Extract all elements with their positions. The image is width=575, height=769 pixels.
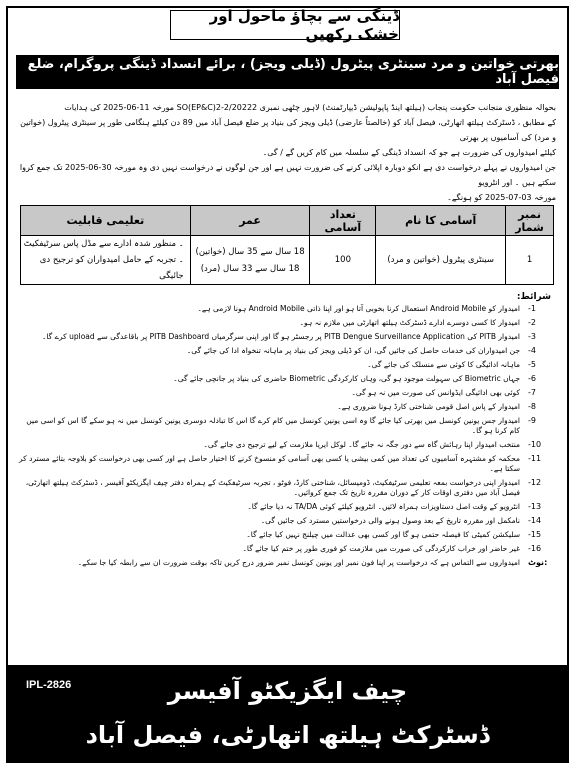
condition-item bbox=[18, 304, 556, 314]
signatory-department: ڈسٹرکٹ ہیلتھ اتھارٹی، فیصل آباد bbox=[85, 721, 490, 749]
cell-serial: 1 bbox=[506, 236, 554, 285]
condition-number: -13 bbox=[528, 502, 542, 511]
condition-number: -9 bbox=[528, 416, 536, 425]
condition-number: -12 bbox=[528, 478, 542, 487]
intro-paragraph bbox=[18, 100, 556, 205]
condition-item bbox=[18, 478, 556, 498]
condition-item bbox=[18, 402, 556, 412]
cell-post: سینٹری پیٹرول (خواتین و مرد) bbox=[376, 236, 506, 285]
condition-item bbox=[18, 416, 556, 436]
condition-number: -7 bbox=[528, 388, 536, 397]
condition-item bbox=[18, 502, 556, 512]
condition-text: سلیکشن کمیٹی کا فیصلہ حتمی ہو گا اور کسی بھی عدالت میں چیلنج نہیں کیا جائے گا۔ bbox=[246, 530, 520, 539]
condition-item bbox=[18, 332, 556, 342]
condition-text: امیدوار جس یونین کونسل میں بھرتی کیا جائے گا وہ اسی یونین کونسل میں کام کرے گا اس کا تبادلہ دوسری یونین کونسل میں نہ ہو سکے گا اس کو اسی میں کام کرنا ہو گا۔ bbox=[26, 416, 520, 435]
cell-qualification bbox=[21, 236, 191, 285]
condition-item bbox=[18, 530, 556, 540]
condition-item bbox=[18, 374, 556, 384]
table-row bbox=[21, 236, 554, 285]
age-female: 18 سال سے 35 سال (خواتین) bbox=[195, 247, 305, 257]
condition-item bbox=[18, 544, 556, 554]
note-item bbox=[18, 558, 556, 568]
condition-item bbox=[18, 318, 556, 328]
footer-banner bbox=[6, 665, 569, 763]
condition-text: امیدوار کو Android Mobile استعمال کرنا بخوبی آتا ہو اور اپنا ذاتی Android Mobile ہونا لازمی ہے۔ bbox=[197, 304, 520, 313]
condition-item bbox=[18, 388, 556, 398]
dengue-slogan-box: ڈینگی سے بچاؤ ماحول اور خشک رکھیں bbox=[170, 10, 400, 40]
condition-item bbox=[18, 346, 556, 356]
condition-text: امیدوار اپنی درخواست بمعہ تعلیمی سرٹیفکیٹ، ڈومیسائل، شناختی کارڈ، فوٹو ، تجربہ سرٹیفکیٹ کے ہمراہ دفتر چیف ایگزیکٹو آفیسر ، ڈسٹرکٹ ہیلتھ اتھارٹی، فیصل آباد میں دفتری اوقات کار کے دوران مقررہ تاریخ تک جمع کروائیں۔ bbox=[25, 478, 520, 497]
condition-number: -16 bbox=[528, 544, 542, 553]
condition-text: ماہانہ ادائیگی کا کوئی سے منسلک کی جائے گی۔ bbox=[367, 360, 520, 369]
condition-number: -2 bbox=[528, 318, 536, 327]
condition-number: -4 bbox=[528, 346, 536, 355]
vacancy-table bbox=[20, 205, 554, 285]
header-age: عمر bbox=[190, 206, 310, 236]
condition-number: -8 bbox=[528, 402, 536, 411]
condition-text: کوئی بھی ادائیگی ایڈوانس کی صورت میں نہ ہو گی۔ bbox=[351, 388, 520, 397]
age-male: 18 سال سے 33 سال (مرد) bbox=[200, 264, 300, 274]
condition-number: -10 bbox=[528, 440, 542, 449]
intro-line: کے مطابق ، ڈسٹرکٹ ہیلتھ اتھارٹی، فیصل آباد کو (خالصتاً عارضی) ڈیلی ویجز کی بنیاد پر ضلع فیصل آباد میں 89 دن کیلئے ہنگامی طور پر سینٹری پیٹرول (خواتین و مرد) کی آسامیوں پر بھرتی bbox=[20, 118, 556, 142]
cell-age bbox=[190, 236, 310, 285]
condition-item bbox=[18, 360, 556, 370]
condition-number: -6 bbox=[528, 374, 536, 383]
ipl-number: IPL-2826 bbox=[26, 679, 72, 691]
cell-count: 100 bbox=[310, 236, 376, 285]
signatory-title: چیف ایگزیکٹو آفیسر bbox=[167, 677, 408, 705]
condition-item bbox=[18, 454, 556, 474]
qualification-line: ۔ تجربہ کے حامل امیدواران کو ترجیح دی جائیگی bbox=[39, 255, 184, 281]
table-header-row bbox=[21, 206, 554, 236]
header-post: آسامی کا نام bbox=[376, 206, 506, 236]
condition-text: غیر حاضر اور خراب کارکردگی کی صورت میں ملازمت کو فوری طور پر ختم کیا جائے گا۔ bbox=[242, 544, 520, 553]
intro-line: مورخہ 03-07-2025 کو ہونگے۔ bbox=[447, 193, 556, 202]
header-serial: نمبر شمار bbox=[506, 206, 554, 236]
condition-item bbox=[18, 440, 556, 450]
intro-line: بحوالہ منظوری منجانب حکومت پنجاب (ہیلتھ اینڈ پاپولیشن ڈیپارٹمنٹ) لاہور چٹھی نمبری SO(EP&C)2-2/20222 مورخہ 11-06-2025 کی ہدایات bbox=[64, 103, 556, 112]
condition-item bbox=[18, 516, 556, 526]
condition-number: -15 bbox=[528, 530, 542, 539]
conditions-title: شرائط: bbox=[516, 292, 551, 302]
conditions-list bbox=[18, 304, 556, 572]
condition-text: امیدوار PITB کی PITB Dengue Surveillance Application پر رجسٹر ہو گا اور اپنی سرگرمیاں PITB Dashboard پر باقاعدگی سے upload کرے گا۔ bbox=[42, 332, 520, 341]
intro-line: جن امیدواروں نے پہلے درخواست دی ہے انکو دوبارہ اپلائی کرنے کی ضرورت نہیں ہے اور جن لوگوں نے درخواست نہیں دی وہ مورخہ 30-06-2025 تک جمع کروا سکتے ہیں ۔ اور انٹرویو bbox=[19, 163, 556, 187]
condition-number: -5 bbox=[528, 360, 536, 369]
headline-banner: بھرتی خواتین و مرد سینٹری پیٹرول (ڈیلی ویجز) ، برائے انسداد ڈینگی پروگرام، ضلع فیصل آباد bbox=[16, 55, 559, 89]
condition-text: منتخب امیدوار اپنا رہائش گاہ سے دور جگہ نہ جائے گا۔ لوکل ایریا ملازمت کے لیے ترجیح دی جائے گی۔ bbox=[203, 440, 520, 449]
condition-number: -11 bbox=[528, 454, 542, 463]
header-qualification: تعلیمی قابلیت bbox=[21, 206, 191, 236]
condition-text: جن امیدواران کی خدمات حاصل کی جائیں گی، ان کو ڈیلی ویجز کی بنیاد پر ماہانہ تنخواہ ادا کی جائے گی۔ bbox=[186, 346, 520, 355]
condition-text: امیدوار کا کسی دوسرے ادارے ڈسٹرکٹ ہیلتھ اتھارٹی میں ملازم نہ ہو۔ bbox=[299, 318, 520, 327]
condition-text: انٹرویو کے وقت اصل دستاویزات ہمراہ لائیں۔ انٹرویو کیلئے کوئی TA/DA نہ دیا جائے گا۔ bbox=[247, 502, 520, 511]
condition-text: جہاں Biometric کی سہولت موجود ہو گی، وہاں کارکردگی Biometric حاضری کی بنیاد پر جانچی جائے گی۔ bbox=[173, 374, 520, 383]
qualification-line: ۔ منظور شدہ ادارے سے مڈل پاس سرٹیفکیٹ bbox=[23, 239, 184, 249]
header-count: تعداد آسامی bbox=[310, 206, 376, 236]
condition-text: امیدوار کے پاس اصل قومی شناختی کارڈ ہونا ضروری ہے۔ bbox=[337, 402, 520, 411]
condition-number: -14 bbox=[528, 516, 542, 525]
condition-text: امیدواروں سے التماس ہے کہ درخواست پر اپنا فون نمبر اور یونین کونسل نمبر ضرور درج کریں تاکہ بوقت ضرورت ان سے رابطہ کیا جا سکے۔ bbox=[77, 558, 520, 567]
intro-line: کیلئے امیدواروں کی ضرورت ہے جو کہ انسداد ڈینگی کے سلسلہ میں کام کریں گے / گی۔ bbox=[262, 148, 556, 157]
condition-number: -1 bbox=[528, 304, 536, 313]
condition-number: -3 bbox=[528, 332, 536, 341]
condition-number: نوٹ: bbox=[528, 558, 548, 567]
condition-text: محکمہ کو مشتہرہ آسامیوں کی تعداد میں کمی بیشی یا کسی بھی آسامی کو منسوخ کرنے کا اختیار حاصل ہے اور کسی بھی درخواست کو بلاوجہ بتائے مسترد کر سکتا ہے۔ bbox=[19, 454, 520, 473]
condition-text: نامکمل اور مقررہ تاریخ کے بعد وصول ہونے والی درخواستیں مسترد کی جائیں گی۔ bbox=[260, 516, 520, 525]
